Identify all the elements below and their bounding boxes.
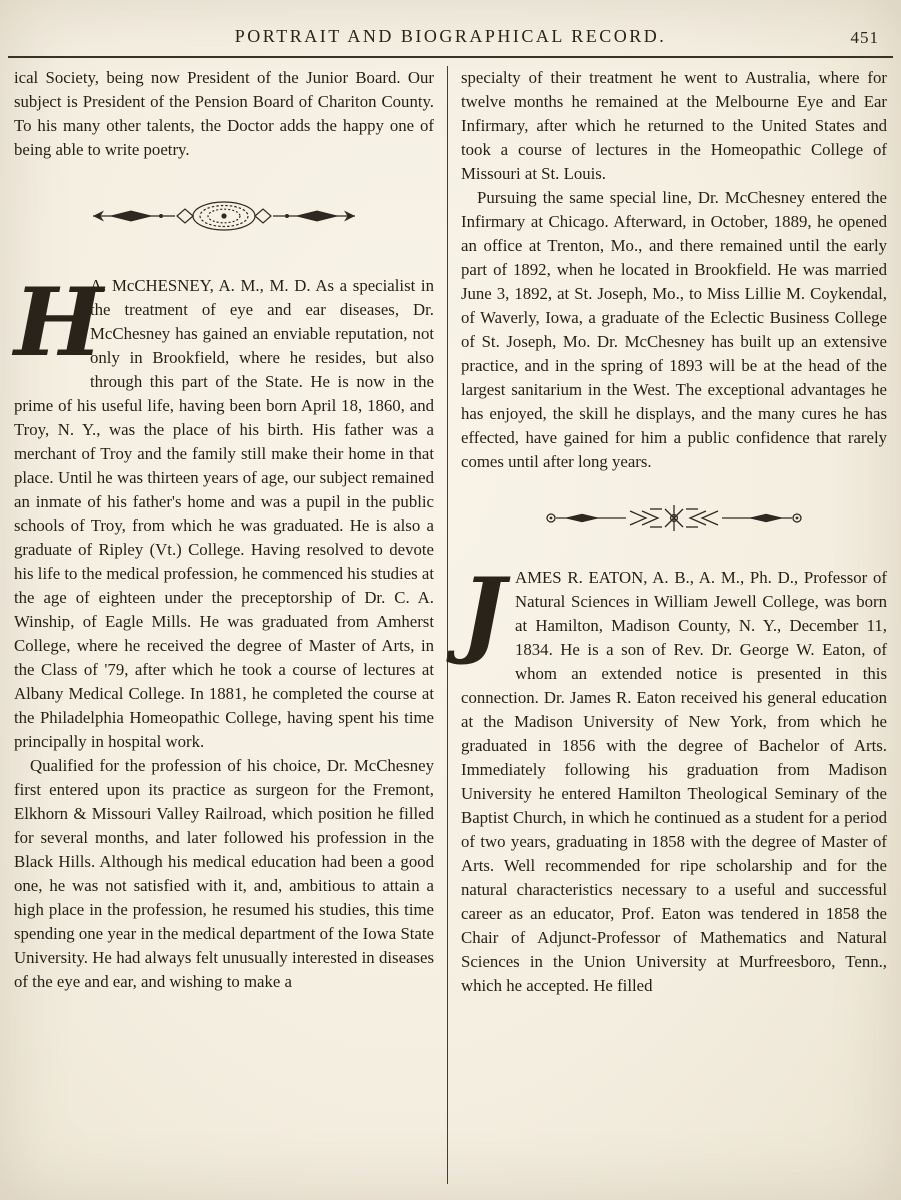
continuation-paragraph: ical Society, being now President of the Junior Board. Our subject is President of the Pension Board of Chariton County. To his many other talents, the Doctor adds the happy one of being able to write poetry. xyxy=(14,68,434,159)
section-divider xyxy=(461,500,887,536)
header-rule xyxy=(8,56,893,58)
mcchesney-paragraph-3-continuation: specialty of their treatment he went to Australia, where for twelve months he remained at the Melbourne Eye and Ear Infirmary, after which he returned to the United States and took a course of lectures in the Homeopathic College of Missouri at St. Louis. xyxy=(461,68,887,183)
left-column xyxy=(14,66,434,1190)
lace-oval-arrow-ornament-icon xyxy=(89,198,359,234)
running-title: PORTRAIT AND BIOGRAPHICAL RECORD. xyxy=(234,26,667,46)
mcchesney-paragraph-4: Pursuing the same special line, Dr. McChesney entered the Infirmary at Chicago. Afterward, in October, 1889, he opened an office at Trenton, Mo., and there remained until the early part of 1892, when he located in Brookfield. He was married June 3, 1892, at St. Joseph, Mo., to Miss Lillie M. Coykendal, of Waverly, Iowa, a graduate of the Eclectic Business College of St. Joseph, Mo. Dr. McChesney has built up an extensive practice, and in the spring of 1893 will be at the head of the largest sanitarium in the West. The exceptional advantages he has enjoyed, the skill he displays, and the many cures he has effected, have gained for him a public confidence that rarely comes until after long years. xyxy=(461,188,887,471)
section-divider xyxy=(14,198,434,234)
drop-cap-initial-j: J xyxy=(461,558,506,668)
article-mcchesney xyxy=(14,268,434,754)
right-column xyxy=(461,66,887,1190)
eaton-paragraph-1: AMES R. EATON, A. B., A. M., Ph. D., Professor of Natural Sciences in William Jewell College, was born at Hamilton, Madison County, N. Y., December 11, 1834. He is a son of Rev. Dr. George W. Eaton, of whom an extended notice is presented in this connection. Dr. James R. Eaton received his general education at the Madison University of New York, from which he graduated in 1856 with the degree of Bachelor of Arts. Immediately following his graduation from Madison University he entered Hamilton Theological Seminary of the Baptist Church, in which he continued as a student for a period of two years, graduating in 1858 with the degree of Master of Arts. Well recommended for ripe scholarship and for the natural characteristics necessary to a useful and successful career as an educator, Prof. Eaton was tendered in 1858 the Chair of Adjunct-Professor of Mathematics and Natural Sciences in the Union University at Murfreesboro, Tenn., which he accepted. He filled xyxy=(461,568,887,995)
page-number: 451 xyxy=(850,28,879,47)
mcchesney-paragraph-2: Qualified for the profession of his choice, Dr. McChesney first entered upon its practice as surgeon for the Fremont, Elkhorn & Missouri Valley Railroad, which position he filled for several months, and later followed his profession in the Black Hills. Although his medical education had been a good one, he was not satisfied with it, and, ambitious to attain a high place in the profession, he resumed his studies, this time spending one year in the medical department of the Iowa State University. He had always felt unusually interested in diseases of the eye and ear, and wishing to make a xyxy=(14,756,434,991)
article-eaton xyxy=(461,558,887,998)
two-column-text-area xyxy=(14,66,887,1190)
drop-cap-initial-h: H xyxy=(14,268,103,378)
arrow-starburst-ornament-icon xyxy=(524,500,824,536)
column-divider-rule xyxy=(447,66,448,1184)
mcchesney-paragraph-1: A. McCHESNEY, A. M., M. D. As a specialist in the treatment of eye and ear diseases, Dr. McChesney has gained an enviable reputation, not only in Brookfield, where he resides, but also through this part of the State. He is now in the prime of his useful life, having been born April 18, 1860, and Troy, N. Y., was the place of his birth. His father was a merchant of Troy and the family still make their home in that place. Until he was thirteen years of age, our subject remained an inmate of his father's home and was a pupil in the public schools of Troy, from which he was graduated. He is also a graduate of Ripley (Vt.) College. Having resolved to devote his life to the medical profession, he commenced his studies at the age of eighteen under the preceptorship of Dr. C. A. Winship, of Eagle Mills. He was graduated from Amherst College, where he received the degree of Master of Arts, in the Class of '79, after which he took a course of lectures at Albany Medical College. In 1881, he completed the course at the Philadelphia Homeopathic College, having spent his time principally in hospital work. xyxy=(14,276,434,751)
